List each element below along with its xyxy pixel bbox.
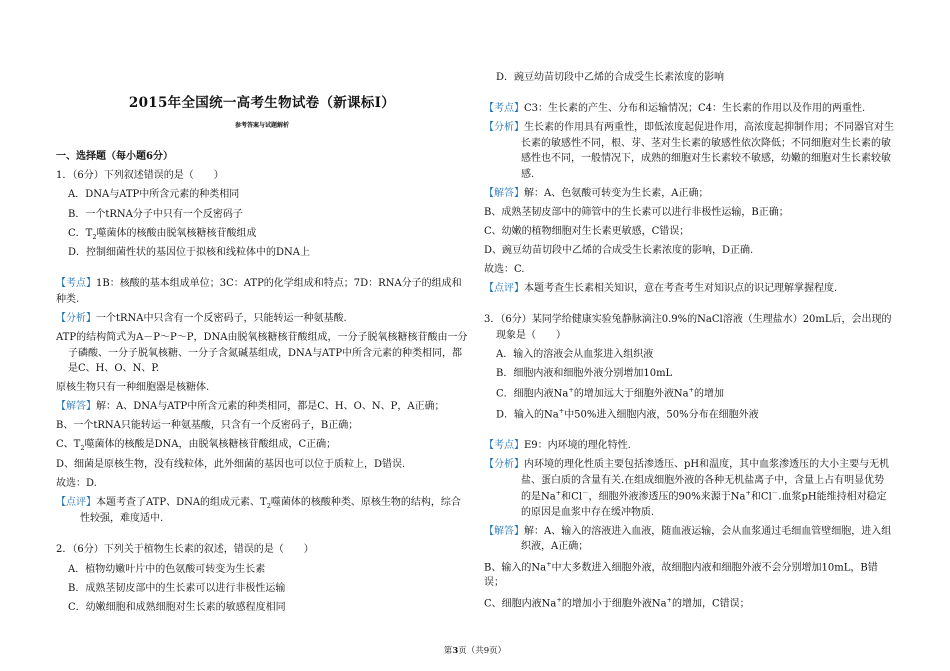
q2-option-a: A．植物幼嫩叶片中的色氨酸可转变为生长素: [68, 563, 266, 575]
q1-kaodian: 【考点】1B：核酸的基本组成单位；3C：ATP的化学组成和特点；7D：RNA分子的组成和种类.: [56, 278, 462, 305]
q2-jieda: 【解答】解：A、色氨酸可转变为生长素，A正确；: [484, 187, 709, 199]
document-subtitle: 参考答案与试题解析: [234, 121, 289, 129]
q2-kaodian: 【考点】C3：生长素的产生、分布和运输情况；C4：生长素的作用以及作用的两重性.: [484, 103, 866, 115]
section-heading: 一、选择题（每小题6分）: [56, 151, 173, 163]
q1-yuanhe-line: 原核生物只有一种细胞器是核糖体.: [56, 382, 210, 394]
fenxi-tag: 【分析】: [56, 312, 96, 324]
q1-jieda-c: C、$T_2$噬菌体的核酸是DNA，由脱氧核糖核苷酸组成，C正确；: [56, 439, 337, 453]
right-column: [484, 0, 894, 611]
q2-dianping: 【点评】本题考查生长素相关知识，意在考查考生对知识点的识记理解掌握程度.: [484, 283, 838, 295]
q2-answer: 故选：C.: [484, 264, 525, 276]
kaodian-tag: 【考点】: [484, 439, 524, 451]
q1-stem: 1．（6分）下列叙述错误的是（ ）: [56, 170, 224, 182]
q1-option-c: C．$T_2$噬菌体的核酸由脱氧核糖核苷酸组成: [68, 227, 257, 241]
q1-jieda-b: B、一个tRNA只能转运一种氨基酸，只含有一个反密码子，B正确；: [56, 420, 359, 432]
kaodian-tag: 【考点】: [56, 278, 96, 290]
left-column: [56, 0, 468, 615]
q3-jieda-c: C、细胞内液Na+的增加小于细胞外液Na+的增加，C错误；: [484, 595, 750, 609]
q2-jieda-d: D、豌豆幼苗切段中乙烯的合成受生长素浓度的影响，D正确.: [484, 245, 754, 257]
q3-stem: 3．（6分）某同学给健康实验兔静脉滴注0.9%的NaCl溶液（生理盐水）20mL后，会出现的现象是（ ）: [484, 314, 892, 341]
q3-option-c: C．细胞内液Na+的增加远大于细胞外液Na+的增加: [496, 386, 724, 400]
q1-option-b: B．一个tRNA分子中只有一个反密码子: [68, 208, 243, 220]
jieda-tag: 【解答】: [56, 401, 96, 413]
dianping-tag: 【点评】: [56, 497, 96, 509]
fenxi-tag: 【分析】: [484, 459, 524, 471]
q2-option-c: C．幼嫩细胞和成熟细胞对生长素的敏感程度相同: [68, 601, 286, 613]
q1-jieda-d: D、细菌是原核生物，没有线粒体，此外细菌的基因也可以位于质粒上，D错误.: [56, 459, 406, 471]
q3-kaodian: 【考点】E9：内环境的理化特性.: [484, 439, 631, 451]
q1-answer: 故选：D.: [56, 478, 97, 490]
jieda-tag: 【解答】: [484, 525, 524, 537]
q2-jieda-c: C、幼嫩的植物细胞对生长素更敏感，C错误；: [484, 225, 690, 237]
jieda-tag: 【解答】: [484, 187, 524, 199]
q2-option-d: D．豌豆幼苗切段中乙烯的合成受生长素浓度的影响: [496, 72, 725, 83]
q1-option-a: A．DNA与ATP中所含元素的种类相同: [68, 189, 240, 201]
kaodian-tag: 【考点】: [484, 103, 524, 115]
q1-fenxi: 【分析】一个tRNA中只含有一个反密码子，只能转运一种氨基酸.: [56, 312, 347, 324]
current-page-number: 3: [452, 646, 459, 656]
q3-option-b: B．细胞内液和细胞外液分别增加10mL: [496, 368, 673, 380]
q3-jieda: 【解答】解：A、输入的溶液进入血液，随血液运输，会从血浆通过毛细血管壁细胞，进入组织液，A正确；: [484, 525, 892, 553]
q2-stem: 2．（6分）下列关于植物生长素的叙述，错误的是（ ）: [56, 544, 314, 556]
q3-fenxi: 【分析】内环境的理化性质主要包括渗透压、pH和温度，其中血浆渗透压的大小主要与无机盐、蛋白质的含量有关.在组成细胞外液的各种无机盐离子中，含量上占有明显优势的是Na+和Cl－，细胞外液渗透压的90%来源于Na+和Cl－.血浆pH能维持相对稳定的原因是血浆中存在缓冲物质.: [484, 459, 890, 518]
dianping-tag: 【点评】: [484, 283, 524, 295]
fenxi-tag: 【分析】: [484, 122, 524, 134]
q1-option-d: D．控制细菌性状的基因位于拟核和线粒体中的DNA上: [68, 247, 311, 259]
total-pages: 9: [483, 646, 490, 656]
document-title: 2015年全国统一高考生物试卷（新课标Ⅰ）: [128, 95, 396, 111]
q1-atp-line: ATP的结构简式为A－P～P～P，DNA由脱氧核糖核苷酸组成，一分子脱氧核糖核苷酸由一分子磷酸、一分子脱氧核糖、一分子含氮碱基组成，DNA与ATP中所含元素的种类相同，都是C、H、O、N、P.: [56, 332, 468, 375]
q2-fenxi: 【分析】生长素的作用具有两重性，即低浓度起促进作用，高浓度起抑制作用；不同器官对生长素的敏感性不同，根、芽、茎对生长素的敏感性依次降低；不同细胞对生长素的敏感性也不同，一般情况下，成熟的细胞对生长素较不敏感，幼嫩的细胞对生长素较敏感.: [484, 122, 894, 180]
q3-jieda-b: B、输入的Na+中大多数进入细胞外液，故细胞内液和细胞外液不会分别增加10mL，B错误；: [484, 559, 878, 589]
q1-jieda: 【解答】解：A、DNA与ATP中所含元素的种类相同，都是C、H、O、N、P，A正确；: [56, 401, 445, 413]
q1-dianping: 【点评】本题考查了ATP、DNA的组成元素、$T_2$噬菌体的核酸种类、原核生物的结构，综合性较强，难度适中.: [56, 497, 461, 525]
q3-option-a: A．输入的溶液会从血浆进入组织液: [496, 348, 654, 360]
q2-jieda-b: B、成熟茎韧皮部中的筛管中的生长素可以进行非极性运输，B正确；: [484, 206, 789, 218]
q2-option-b: B．成熟茎韧皮部中的生长素可以进行非极性运输: [68, 582, 286, 594]
page-footer: 第3页（共9页）: [443, 646, 507, 656]
q3-option-d: D．输入的Na+中50%进入细胞内液，50%分布在细胞外液: [496, 406, 759, 420]
